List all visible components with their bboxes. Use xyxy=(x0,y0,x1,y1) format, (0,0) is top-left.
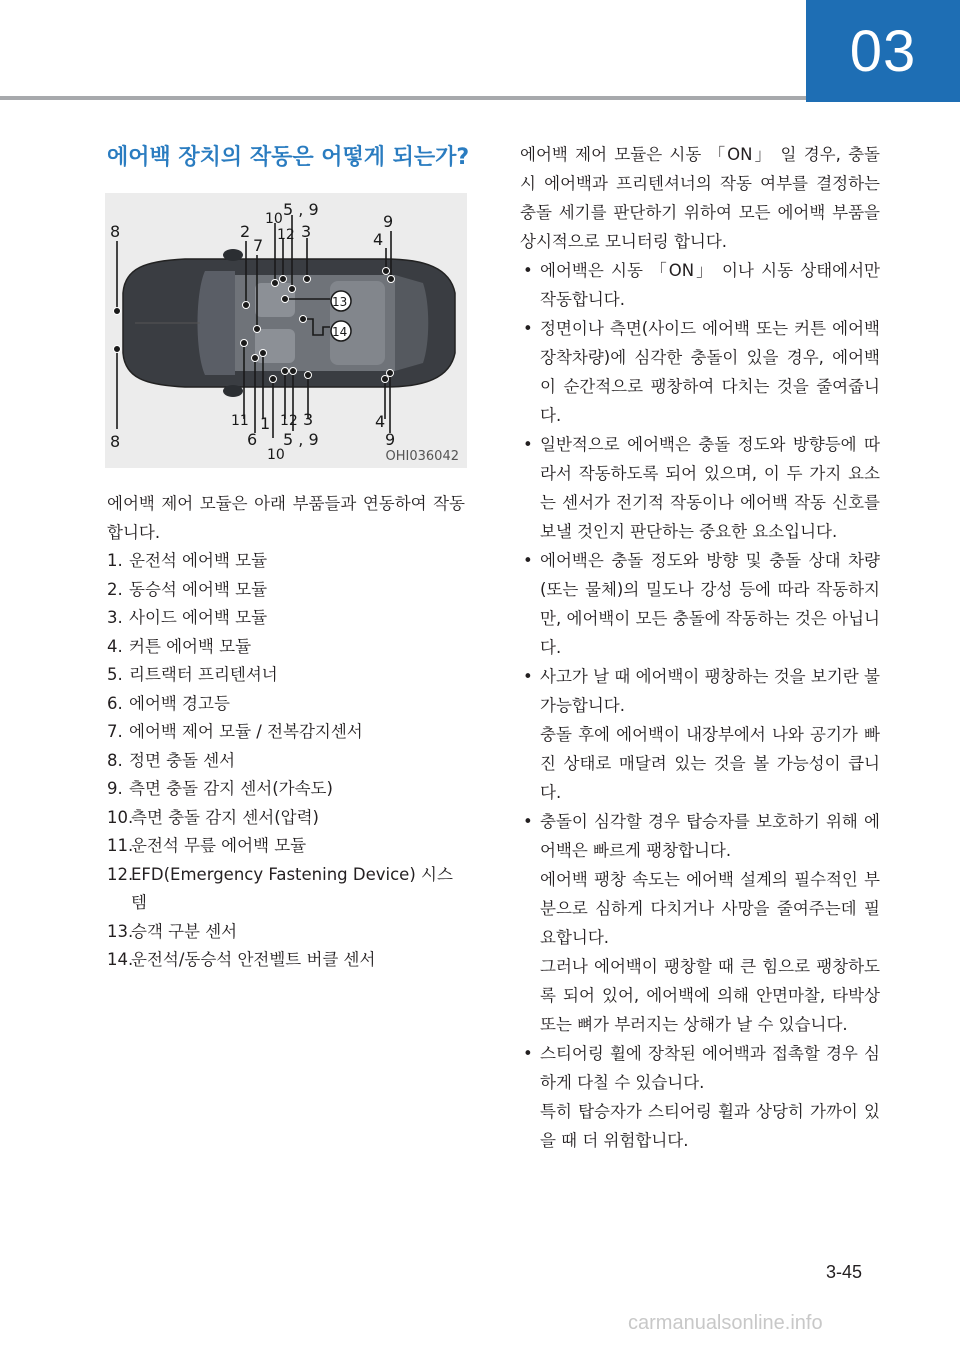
callout-bottom-9: 9 xyxy=(385,430,396,449)
list-item-text: 사이드 에어백 모듈 xyxy=(129,608,268,627)
section-title: 에어백 장치의 작동은 어떻게 되는가? xyxy=(107,145,470,170)
callout-top-4: 4 xyxy=(373,230,384,249)
right-column xyxy=(520,140,880,1155)
list-item-text: 측면 충돌 감지 센서(압력) xyxy=(131,807,319,827)
bullet-list xyxy=(520,256,880,1155)
airbag-system-figure xyxy=(105,193,467,468)
bullet-dot: • xyxy=(523,667,533,686)
callout-top-8: 8 xyxy=(110,222,121,241)
left-column xyxy=(107,490,465,975)
callout-bottom-11: 11 xyxy=(231,413,249,429)
list-item-number: 2. xyxy=(107,579,123,599)
callout-bottom-4: 4 xyxy=(375,412,386,431)
list-item xyxy=(107,690,465,719)
callout-top-12: 12 xyxy=(277,227,295,243)
list-item-number: 7. xyxy=(107,722,123,741)
parts-list xyxy=(107,547,465,975)
list-item-number: 9. xyxy=(107,779,123,798)
callout-bottom-8: 8 xyxy=(110,432,121,451)
callout-top-7: 7 xyxy=(253,236,264,255)
list-item-text: 운전석 무릎 에어백 모듈 xyxy=(131,836,307,855)
bullet-paragraph: 정면이나 측면(사이드 에어백 또는 커튼 에어백 장착차량)에 심각한 충돌이 있을 경우, 에어백이 순간적으로 팽창하여 다치는 것을 줄여줍니다. xyxy=(540,319,880,425)
list-item xyxy=(107,747,465,776)
list-item xyxy=(107,775,465,804)
callout-bottom-10: 10 xyxy=(267,447,285,463)
bullet-paragraph: 그러나 에어백이 팽창할 때 큰 힘으로 팽창하도록 되어 있어, 에어백에 의해 안면마찰, 타박상 또는 뼈가 부러지는 상해가 날 수 있습니다. xyxy=(540,957,880,1034)
list-item xyxy=(107,661,465,690)
list-item xyxy=(107,946,465,975)
bullet-paragraph: 일반적으로 에어백은 충돌 정도와 방향등에 따라서 작동하도록 되어 있으며, 이 두 가지 요소는 센서가 전기적 작동이나 에어백 작동 신호를 보낼 것인지 판단하는 중요한 요소입니다. xyxy=(540,435,880,541)
bullet-paragraph: 에어백 팽창 속도는 에어백 설계의 필수적인 부분으로 심하게 다치거나 사망을 줄여주는데 필요합니다. xyxy=(540,870,880,947)
bullet-dot: • xyxy=(523,319,533,338)
bullet-item xyxy=(520,1039,880,1155)
list-item-number: 8. xyxy=(107,750,123,770)
list-item-text: 승객 구분 센서 xyxy=(131,921,238,941)
list-item xyxy=(107,918,465,947)
list-item xyxy=(107,576,465,605)
bullet-paragraph: 에어백은 시동 「ON」 이나 시동 상태에서만 작동합니다. xyxy=(540,261,880,309)
callout-bottom-6: 6 xyxy=(247,430,258,449)
header-rule xyxy=(0,96,806,100)
list-item-number: 11. xyxy=(107,836,134,855)
list-item-number: 6. xyxy=(107,693,123,713)
list-item-number: 12. xyxy=(107,864,134,884)
bullet-item xyxy=(520,807,880,1039)
bullet-dot: • xyxy=(523,261,533,280)
list-item-number: 13. xyxy=(107,921,134,941)
bullet-paragraph: 스티어링 휠에 장착된 에어백과 접촉할 경우 심하게 다칠 수 있습니다. xyxy=(540,1044,880,1092)
bullet-paragraph: 충돌 후에 에어백이 내장부에서 나와 공기가 빠진 상태로 매달려 있는 것을 볼 가능성이 큽니다. xyxy=(540,725,880,802)
list-item-number: 5. xyxy=(107,665,123,684)
list-item-text: 운전석 에어백 모듈 xyxy=(129,551,268,570)
list-item-number: 3. xyxy=(107,608,123,627)
callout-14: 14 xyxy=(332,325,348,339)
list-item xyxy=(107,633,465,662)
bullet-item xyxy=(520,256,880,314)
bullet-paragraph: 사고가 날 때 에어백이 팽창하는 것을 보기란 불가능합니다. xyxy=(540,667,880,715)
list-item-number: 10. xyxy=(107,807,134,827)
callout-top-3: 3 xyxy=(301,222,312,241)
callout-top-5-9: 5 , 9 xyxy=(283,200,319,219)
callout-top-9: 9 xyxy=(383,212,394,231)
car-top-view-illustration xyxy=(105,193,467,468)
list-item xyxy=(107,547,465,576)
bullet-paragraph: 특히 탑승자가 스티어링 휠과 상당히 가까이 있을 때 더 위험합니다. xyxy=(540,1102,880,1150)
list-item-text: 동승석 에어백 모듈 xyxy=(129,579,268,599)
list-item-text: 정면 충돌 센서 xyxy=(129,750,236,770)
callout-13: 13 xyxy=(332,295,348,309)
left-intro: 에어백 제어 모듈은 아래 부품들과 연동하여 작동합니다. xyxy=(107,494,465,542)
list-item-text: 에어백 경고등 xyxy=(129,693,230,713)
figure-code: OHI036042 xyxy=(385,449,459,464)
bullet-dot: • xyxy=(523,551,533,570)
bullet-dot: • xyxy=(523,812,533,831)
list-item-number: 14. xyxy=(107,950,134,969)
bullet-item xyxy=(520,546,880,662)
callout-bottom-1: 1 xyxy=(260,414,271,433)
callout-bottom-3: 3 xyxy=(303,410,314,429)
list-item-number: 1. xyxy=(107,551,123,570)
list-item-text: 운전석/동승석 안전벨트 버클 센서 xyxy=(131,950,376,969)
right-intro: 에어백 제어 모듈은 시동 「ON」 일 경우, 충돌 시 에어백과 프리텐셔너의 작동 여부를 결정하는 충돌 세기를 판단하기 위하여 모든 에어백 부품을 상시적으로 모니터링 합니다. xyxy=(520,145,880,251)
bullet-dot: • xyxy=(523,1044,533,1063)
watermark: carmanualsonline.info xyxy=(628,1312,823,1334)
callout-top-10: 10 xyxy=(265,211,283,227)
chapter-tab: 03 xyxy=(806,0,960,102)
page-number: 3-45 xyxy=(826,1262,863,1282)
list-item xyxy=(107,718,465,747)
bullet-dot: • xyxy=(523,435,533,454)
bullet-item xyxy=(520,662,880,807)
bullet-paragraph: 충돌이 심각할 경우 탑승자를 보호하기 위해 에어백은 빠르게 팽창합니다. xyxy=(540,812,880,860)
list-item-text: EFD(Emergency Fastening Device) 시스템 xyxy=(131,864,453,912)
list-item xyxy=(107,832,465,861)
list-item-text: 커튼 에어백 모듈 xyxy=(129,636,252,656)
list-item-number: 4. xyxy=(107,636,123,656)
list-item xyxy=(107,804,465,833)
list-item-text: 에어백 제어 모듈 / 전복감지센서 xyxy=(129,722,363,741)
list-item xyxy=(107,604,465,633)
bullet-paragraph: 에어백은 충돌 정도와 방향 및 충돌 상대 차량(또는 물체)의 밀도나 강성 등에 따라 작동하지만, 에어백이 모든 충돌에 작동하는 것은 아닙니다. xyxy=(540,551,880,657)
bullet-item xyxy=(520,314,880,430)
callout-bottom-12: 12 xyxy=(280,413,298,429)
bullet-item xyxy=(520,430,880,546)
list-item-text: 측면 충돌 감지 센서(가속도) xyxy=(129,779,333,798)
callout-top-2: 2 xyxy=(240,222,251,241)
list-item-text: 리트랙터 프리텐셔너 xyxy=(129,665,278,684)
list-item xyxy=(107,861,465,918)
callout-bottom-5-9: 5 , 9 xyxy=(283,430,319,449)
